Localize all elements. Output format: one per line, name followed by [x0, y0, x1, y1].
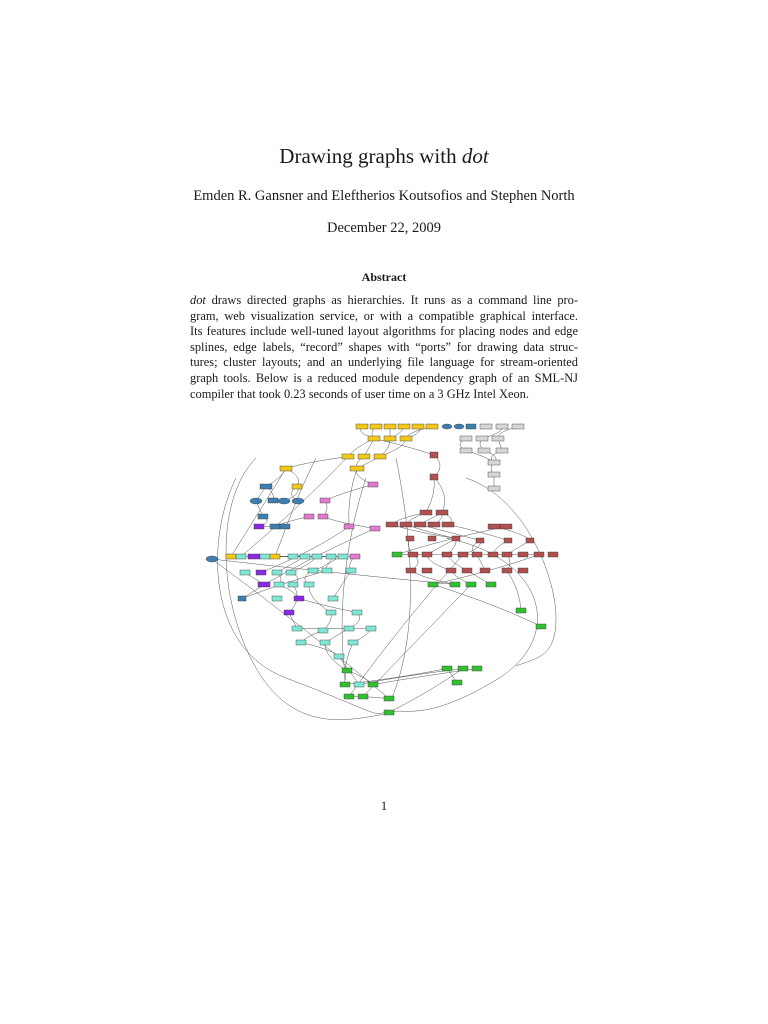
- graph-node: [308, 568, 318, 573]
- graph-edge: [434, 477, 445, 513]
- graph-node: [368, 682, 378, 687]
- graph-node: [334, 654, 344, 659]
- graph-node: [328, 596, 338, 601]
- graph-edge: [392, 458, 411, 698]
- graph-edge: [348, 439, 374, 457]
- graph-node: [248, 554, 260, 559]
- graph-node: [428, 536, 436, 541]
- graph-node: [486, 582, 496, 587]
- graph-node: [278, 498, 290, 504]
- graph-edge: [286, 469, 299, 487]
- graph-edge: [286, 457, 348, 469]
- graph-node: [472, 552, 482, 557]
- graph-node: [318, 514, 328, 519]
- graph-node: [450, 582, 460, 587]
- graph-node: [452, 536, 460, 541]
- graph-node: [270, 524, 280, 529]
- graph-node: [430, 474, 438, 480]
- graph-node: [512, 424, 524, 429]
- graph-edge: [349, 469, 357, 527]
- graph-node: [226, 554, 236, 559]
- graph-edge: [392, 538, 537, 712]
- graph-edge: [434, 455, 440, 477]
- graph-node: [356, 424, 368, 429]
- graph-edge: [433, 585, 541, 627]
- graph-node: [480, 424, 492, 429]
- abstract-line: graph tools. Below is a reduced module dependency graph of an SML-NJ: [190, 370, 578, 385]
- graph-node: [238, 596, 246, 601]
- graph-node: [350, 554, 360, 559]
- graph-node: [368, 482, 378, 487]
- abstract-line: tures; cluster layouts; and an underlying file language for stream-oriented: [190, 355, 578, 370]
- graph-node: [458, 552, 468, 557]
- page-number: 1: [380, 798, 388, 813]
- graph-node: [370, 526, 380, 531]
- graph-node: [496, 448, 508, 453]
- graph-node: [476, 538, 484, 543]
- graph-node: [358, 454, 370, 459]
- graph-node: [480, 568, 490, 573]
- graph-edge: [266, 469, 286, 487]
- graph-node: [422, 552, 432, 557]
- graph-node: [526, 538, 534, 543]
- graph-node: [370, 424, 382, 429]
- graph-node: [254, 524, 264, 529]
- graph-node: [358, 694, 368, 699]
- graph-node: [460, 436, 472, 441]
- graph-node: [420, 510, 432, 515]
- graph-node: [368, 436, 380, 441]
- graph-edge: [231, 469, 286, 557]
- graph-node: [320, 498, 330, 503]
- graph-nodes: [206, 424, 558, 715]
- graph-node: [206, 556, 218, 562]
- graph-node: [460, 448, 472, 453]
- graph-node: [344, 626, 354, 631]
- graph-node: [338, 554, 348, 559]
- abstract-line: compiler that took 0.23 seconds of user time on a 3 GHz Intel Xeon.: [190, 386, 529, 401]
- graph-edge: [242, 571, 327, 599]
- abstract-text: [190, 293, 578, 402]
- paper-title: [0, 142, 768, 170]
- graph-node: [422, 568, 432, 573]
- graph-node: [292, 484, 302, 489]
- abstract-heading: Abstract: [361, 270, 407, 284]
- graph-node: [442, 522, 454, 527]
- abstract-line: splines, edge labels, “record” shapes with “ports” for drawing data struc-: [190, 339, 578, 354]
- graph-node: [354, 682, 364, 687]
- graph-node: [288, 582, 298, 587]
- abstract-line: Its features include well-tuned layout algorithms for placing nodes and edge: [190, 324, 578, 339]
- graph-node: [414, 522, 426, 527]
- graph-node: [478, 448, 490, 453]
- graph-node: [428, 522, 440, 527]
- graph-edge: [333, 571, 351, 599]
- graph-node: [326, 610, 336, 615]
- graph-node: [304, 514, 314, 519]
- graph-node: [518, 568, 528, 573]
- graph-node: [446, 568, 456, 573]
- graph-node: [488, 552, 498, 557]
- title-text: Drawing graphs with: [279, 144, 462, 168]
- graph-node: [442, 424, 452, 429]
- title-emphasis: dot: [461, 144, 489, 168]
- graph-node: [400, 436, 412, 441]
- graph-node: [374, 454, 386, 459]
- graph-edge: [325, 485, 373, 501]
- graph-node: [292, 626, 302, 631]
- graph-edge: [380, 439, 406, 457]
- graph-node: [488, 472, 500, 477]
- graph-node: [240, 570, 250, 575]
- graph-node: [452, 680, 462, 685]
- graph-node: [548, 552, 558, 557]
- graph-node: [430, 452, 438, 458]
- dependency-graph-figure: [196, 418, 578, 722]
- graph-node: [392, 552, 402, 557]
- graph-node: [516, 608, 526, 613]
- graph-node: [250, 498, 262, 504]
- graph-node: [426, 424, 438, 429]
- graph-node: [280, 524, 290, 529]
- graph-node: [504, 538, 512, 543]
- graph-node: [348, 640, 358, 645]
- graph-node: [284, 610, 294, 615]
- graph-node: [366, 626, 376, 631]
- graph-node: [406, 568, 416, 573]
- graph-node: [406, 536, 414, 541]
- graph-node: [286, 570, 296, 575]
- graph-node: [296, 640, 306, 645]
- graph-node: [272, 596, 282, 601]
- graph-node: [400, 522, 412, 527]
- graph-node: [458, 666, 468, 671]
- graph-node: [258, 514, 268, 519]
- graph-node: [386, 522, 398, 527]
- graph-node: [384, 436, 396, 441]
- graph-node: [260, 554, 270, 559]
- graph-node: [462, 568, 472, 573]
- graph-node: [318, 628, 328, 633]
- abstract-emphasis: dot: [190, 293, 206, 307]
- graph-node: [322, 568, 332, 573]
- graph-node: [466, 424, 476, 429]
- graph-node: [344, 694, 354, 699]
- graph-node: [312, 554, 322, 559]
- graph-node: [268, 498, 278, 503]
- graph-node: [442, 666, 452, 671]
- graph-edge: [276, 458, 316, 554]
- graph-node: [384, 696, 394, 701]
- graph-node: [398, 424, 410, 429]
- graph-node: [342, 668, 352, 673]
- abstract-line: gram, web visualization service, or with a compatible graphical interface.: [190, 308, 578, 323]
- graph-node: [476, 436, 488, 441]
- graph-node: [518, 552, 528, 557]
- graph-node: [352, 610, 362, 615]
- graph-node: [326, 554, 336, 559]
- graph-node: [488, 524, 500, 529]
- graph-node: [274, 582, 284, 587]
- graph-node: [304, 582, 314, 587]
- graph-node: [412, 424, 424, 429]
- graph-node: [256, 570, 266, 575]
- graph-node: [472, 666, 482, 671]
- graph-node: [492, 436, 504, 441]
- graph-edge: [309, 585, 331, 613]
- graph-edge: [507, 571, 521, 611]
- graph-node: [340, 682, 350, 687]
- abstract-line: dot draws directed graphs as hierarchies. It runs as a command line pro-: [190, 293, 578, 307]
- graph-node: [258, 582, 270, 587]
- graph-node: [294, 596, 304, 601]
- graph-edge: [323, 613, 331, 631]
- graph-node: [288, 554, 298, 559]
- graph-node: [344, 524, 354, 529]
- graph-node: [502, 568, 512, 573]
- graph-node: [280, 466, 292, 471]
- graph-node: [260, 484, 272, 489]
- graph-node: [292, 498, 304, 504]
- author-list: Emden R. Gansner and Eleftherios Koutsofios and Stephen North: [193, 188, 575, 204]
- graph-edge: [226, 458, 386, 720]
- graph-node: [320, 640, 330, 645]
- graph-node: [442, 552, 452, 557]
- graph-node: [488, 486, 500, 491]
- graph-node: [534, 552, 544, 557]
- graph-node: [466, 582, 476, 587]
- graph-node: [536, 624, 546, 629]
- graph-node: [346, 568, 356, 573]
- graph-node: [342, 454, 354, 459]
- graph-node: [236, 554, 246, 559]
- graph-node: [500, 524, 512, 529]
- graph-node: [384, 424, 396, 429]
- graph-node: [270, 554, 280, 559]
- publication-date: December 22, 2009: [327, 220, 441, 236]
- graph-node: [408, 552, 418, 557]
- graph-node: [454, 424, 464, 429]
- graph-node: [502, 552, 512, 557]
- graph-node: [350, 466, 364, 471]
- graph-node: [300, 554, 310, 559]
- graph-node: [384, 710, 394, 715]
- graph-node: [272, 570, 282, 575]
- graph-node: [436, 510, 448, 515]
- graph-edge: [426, 477, 434, 513]
- graph-node: [428, 582, 438, 587]
- graph-node: [488, 460, 500, 465]
- graph-node: [496, 424, 508, 429]
